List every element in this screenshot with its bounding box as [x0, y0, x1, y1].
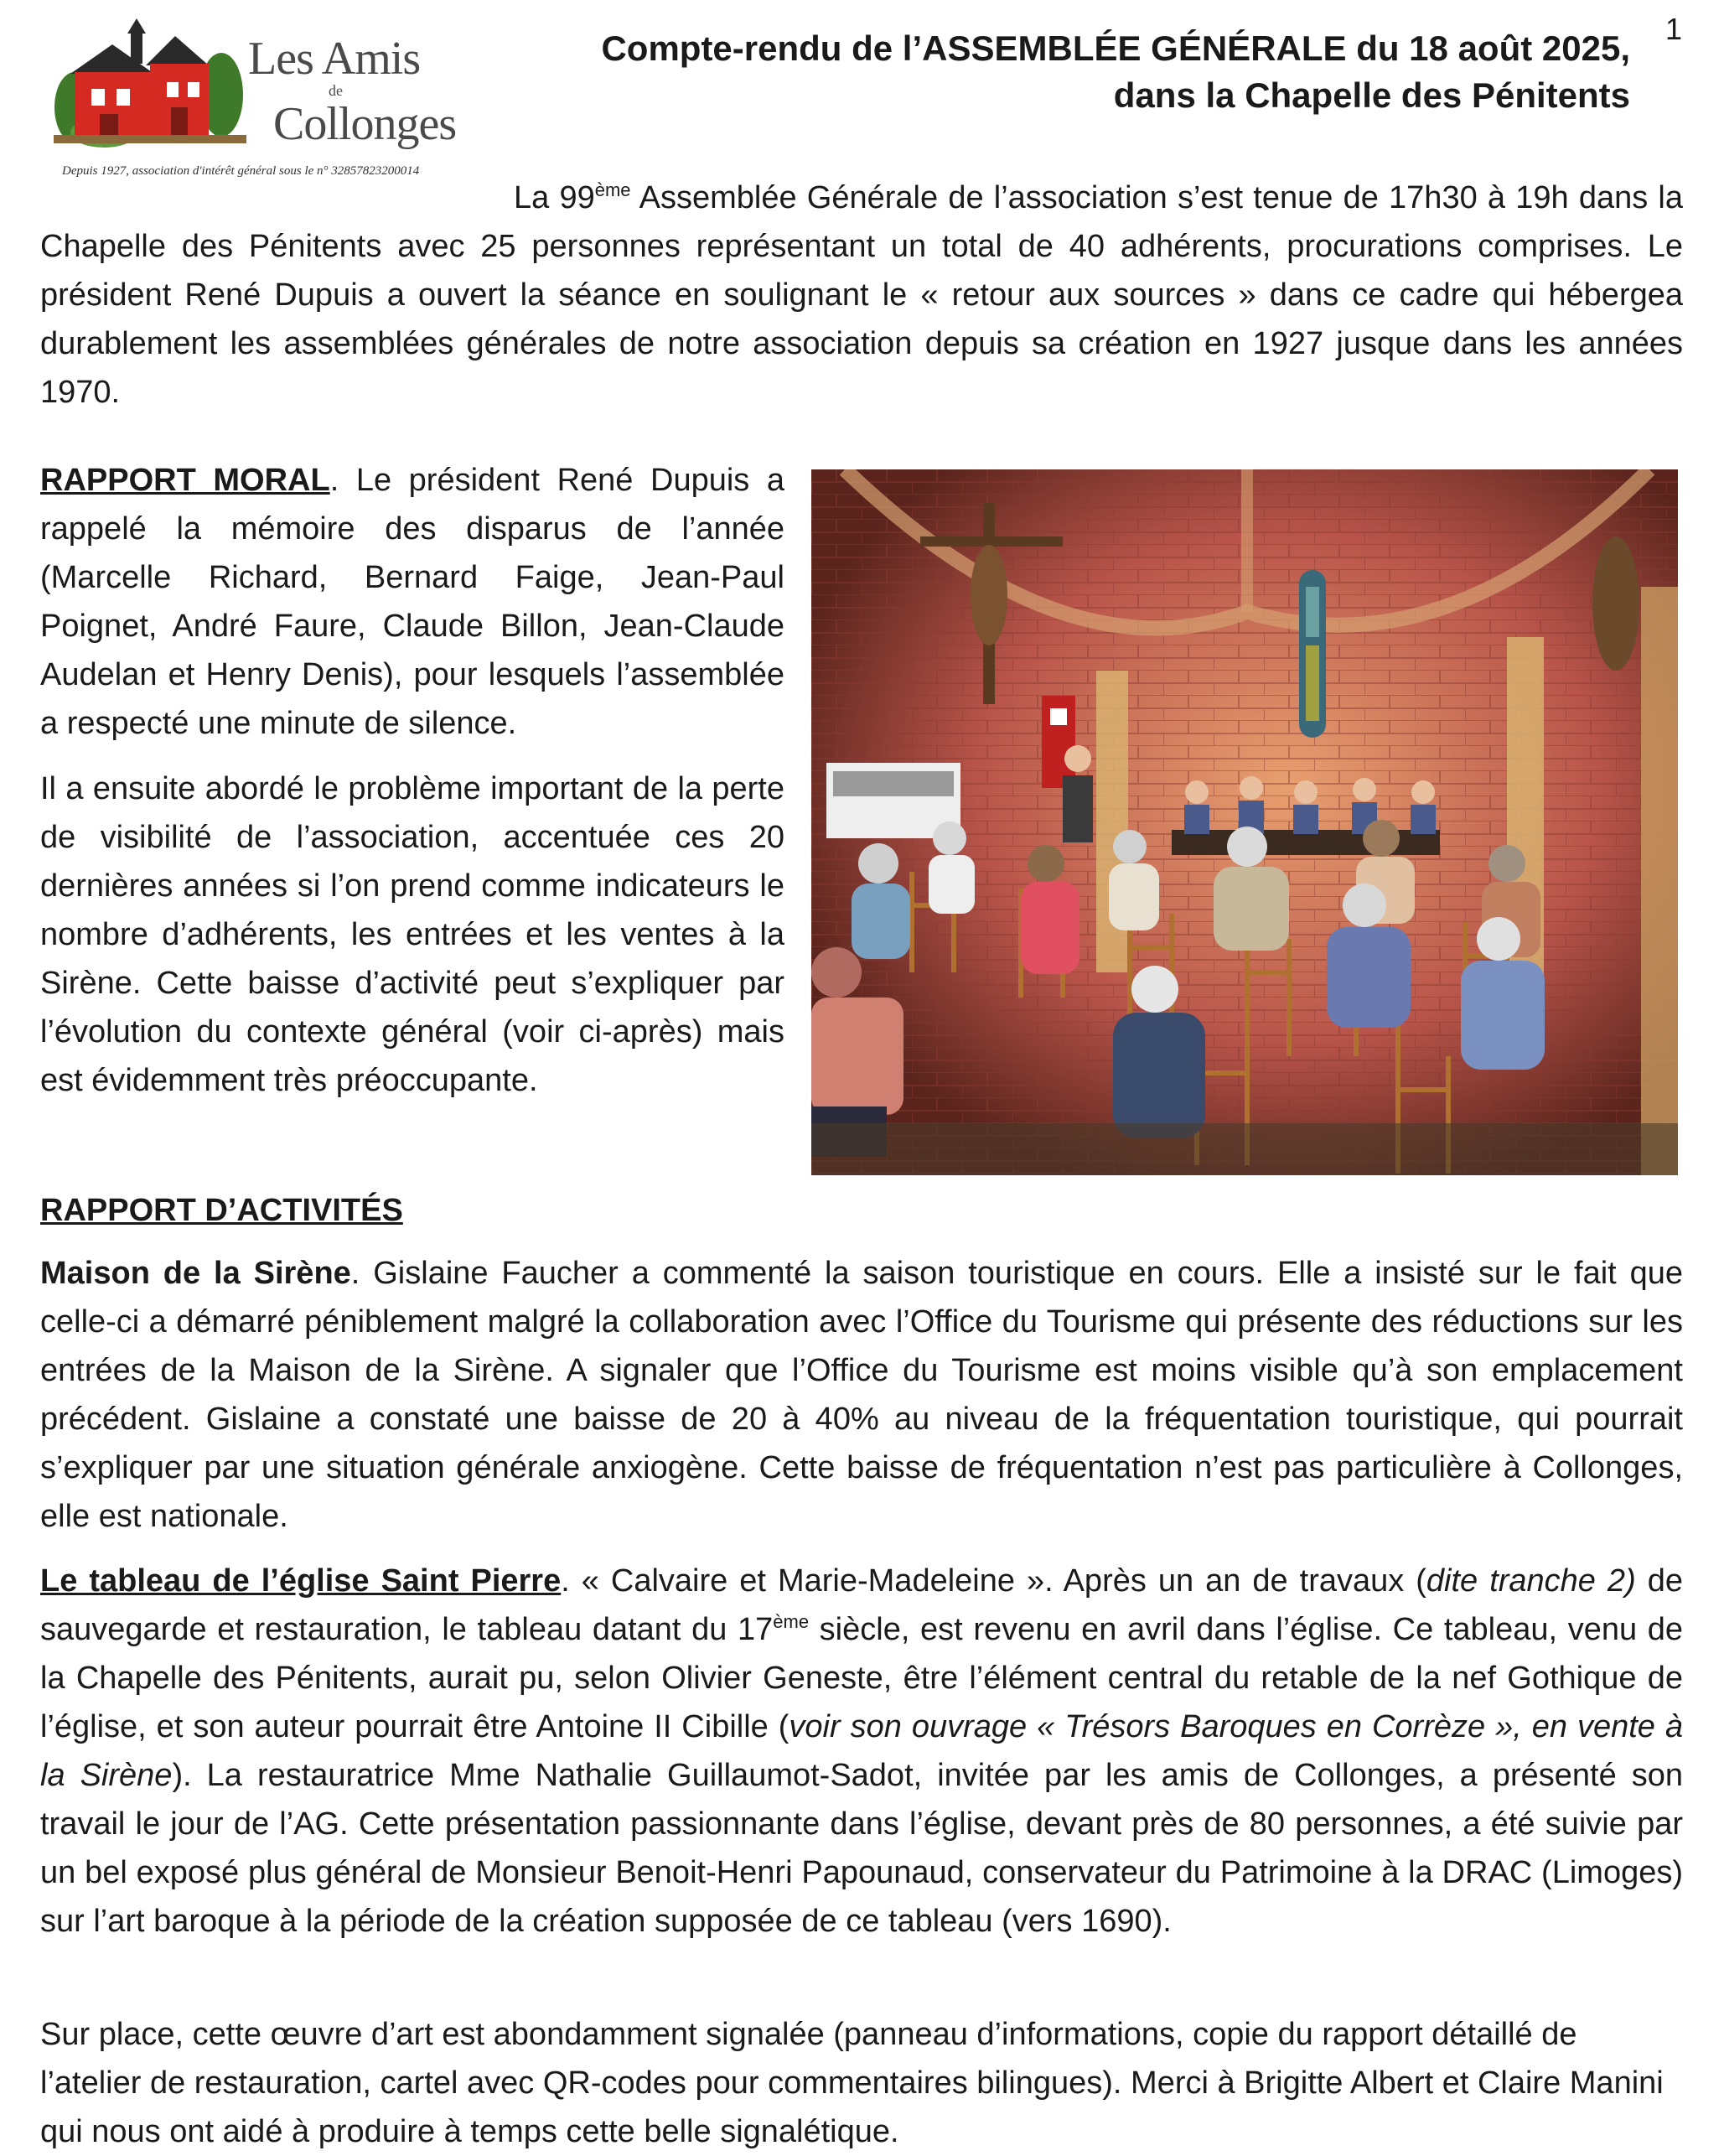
- document-title: [457, 25, 1630, 119]
- title-line2: dans la Chapelle des Pénitents: [1113, 75, 1630, 115]
- logo-name-line2: Collonges: [273, 98, 457, 150]
- signaletique-paragraph: Sur place, cette œuvre d’art est abondamment signalée (panneau d’informations, copie du rapport détaillé de l’atelier de restauration, cartel avec QR-codes pour commentaires bilingues). Merci à Brigitte Albert et Claire Manini qui nous ont aidé à produire à temps cette belle signalétique.: [40, 2017, 1664, 2149]
- title-line1: Compte-rendu de l’ASSEMBLÉE GÉNÉRALE du 18 août 2025,: [601, 29, 1630, 68]
- logo-name-line1: Les Amis: [248, 33, 421, 85]
- intro-paragraph: La 99ème Assemblée Générale de l’association s’est tenue de 17h30 à 19h dans la Chapelle des Pénitents avec 25 personnes représentant un total de 40 adhérents, procurations comprises. Le président René Dupuis a ouvert la séance en soulignant le « retour aux sources » dans ce cadre qui hébergea durablement les assemblées générales de notre association depuis sa création en 1927 jusque dans les années 1970.: [40, 179, 1683, 410]
- association-logo: [54, 15, 457, 183]
- sirene-label: Maison de la Sirène: [40, 1256, 351, 1291]
- page-number: 1: [1664, 12, 1682, 46]
- village-logo-icon: [54, 15, 246, 162]
- logo-tagline: Depuis 1927, association d'intérêt général sous le n° 32857823200014: [62, 164, 420, 178]
- rapport-moral-paragraph: RAPPORT MORAL. Le président René Dupuis a rappelé la mémoire des disparus de l’année (Marcelle Richard, Bernard Faige, Jean-Paul Poignet, André Faure, Claude Billon, Jean-Claude Audelan et Henry Denis), pour lesquels l’assemblée a respecté une minute de silence.: [40, 463, 785, 741]
- sirene-paragraph: Maison de la Sirène. Gislaine Faucher a commenté la saison touristique en cours. Elle a insisté sur le fait que celle-ci a démarré péniblement malgré la collaboration avec l’Office du Tourisme qui présente des réductions sur les entrées de la Maison de la Sirène. A signaler que l’Office du Tourisme est moins visible qu’à son emplacement précédent. Gislaine a constaté une baisse de 20 à 40% au niveau de la fréquentation touristique, qui pourrait s’expliquer par une situation générale anxiogène. Cette baisse de fréquentation n’est pas particulière à Collonges, elle est nationale.: [40, 1256, 1683, 1534]
- chapel-assembly-photo: [811, 469, 1678, 1175]
- rapport-activites-heading: RAPPORT D’ACTIVITÉS: [40, 1193, 403, 1228]
- tableau-paragraph: Le tableau de l’église Saint Pierre. « Calvaire et Marie-Madeleine ». Après un an de travaux (dite tranche 2) de sauvegarde et restauration, le tableau datant du 17ème siècle, est revenu en avril dans l’église. Ce tableau, venu de la Chapelle des Pénitents, aurait pu, selon Olivier Geneste, être l’élément central du retable de la nef Gothique de l’église, et son auteur pourrait être Antoine II Cibille (voir son ouvrage « Trésors Baroques en Corrèze », en vente à la Sirène). La restauratrice Mme Nathalie Guillaumot-Sadot, invitée par les amis de Collonges, a présenté son travail le jour de l’AG. Cette présentation passionnante dans l’église, devant près de 80 personnes, a été suivie par un bel exposé plus général de Monsieur Benoit-Henri Papounaud, conservateur du Patrimoine à la DRAC (Limoges) sur l’art baroque à la période de la création supposée de ce tableau (vers 1690).: [40, 1563, 1684, 1939]
- rapport-moral-heading: RAPPORT MORAL: [40, 463, 330, 498]
- visibility-paragraph: Il a ensuite abordé le problème important de la perte de visibilité de l’association, accentuée ces 20 dernières années si l’on prend comme indicateurs le nombre d’adhérents, les entrées et les ventes à la Sirène. Cette baisse d’activité peut s’expliquer par l’évolution du contexte général (voir ci-après) mais est évidemment très préoccupante.: [40, 771, 784, 1098]
- tableau-label: Le tableau de l’église Saint Pierre: [40, 1563, 562, 1599]
- logo-name-de: de: [329, 82, 343, 99]
